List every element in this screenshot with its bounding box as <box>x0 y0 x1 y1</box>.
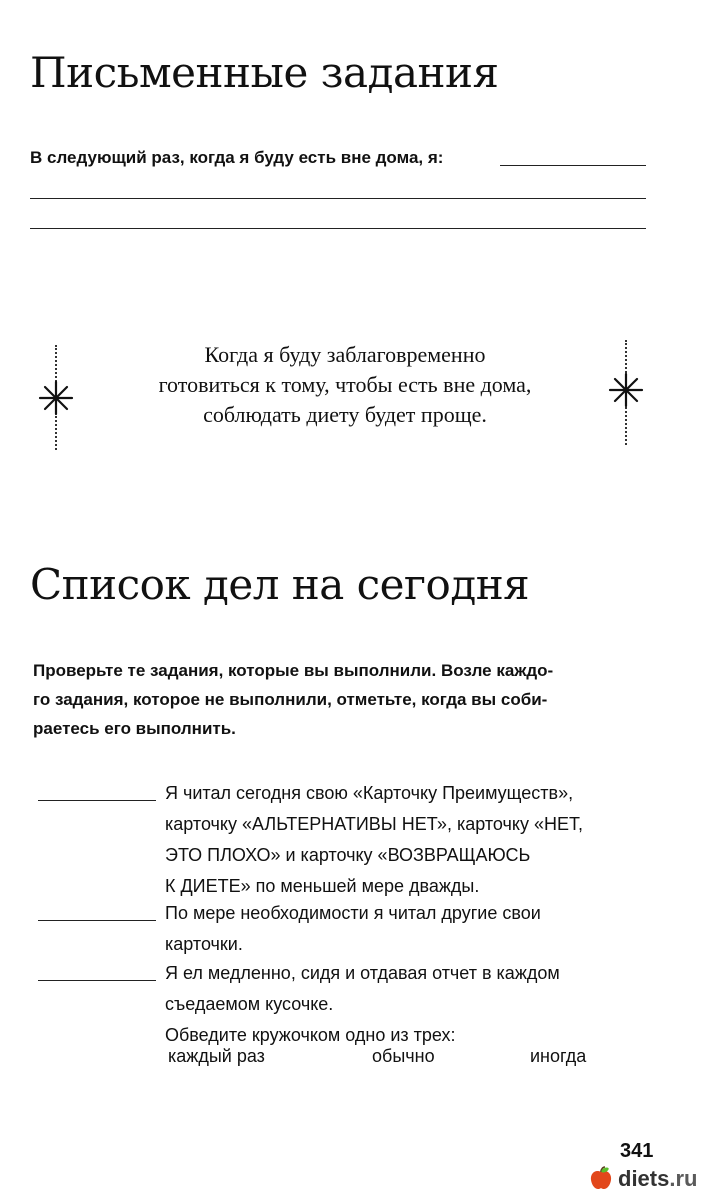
task-text-line: По мере необходимости я читал другие свои <box>165 903 541 923</box>
task-item <box>165 958 560 1051</box>
task-item <box>165 778 583 902</box>
task-text-line: К ДИЕТЕ» по меньшей мере дважды. <box>165 876 480 896</box>
task-text-line: Я читал сегодня свою «Карточку Преимуществ», <box>165 783 574 803</box>
option-every-time[interactable]: каждый раз <box>168 1046 265 1066</box>
option-sometimes[interactable]: иногда <box>530 1046 587 1066</box>
callout-line: Когда я буду заблаговременно <box>204 342 486 367</box>
task-text-line: Я ел медленно, сидя и отдавая отчет в каждом <box>165 963 560 983</box>
task-text-line: съедаемом кусочке. <box>165 994 334 1014</box>
site-logo-tld: .ru <box>669 1166 698 1191</box>
star-icon <box>36 378 76 418</box>
task-text-line: карточку «АЛЬТЕРНАТИВЫ НЕТ», карточку «НЕТ, <box>165 814 583 834</box>
page-number: 341 <box>620 1140 654 1162</box>
callout-line: готовиться к тому, чтобы есть вне дома, <box>158 372 532 397</box>
task-text-line: ЭТО ПЛОХО» и карточку «ВОЗВРАЩАЮСЬ <box>165 845 531 865</box>
prompt-eating-out: В следующий раз, когда я буду есть вне дома, я: <box>30 148 444 167</box>
star-icon <box>606 370 646 410</box>
section-title-todo-list: Список дел на сегодня <box>30 560 530 609</box>
task-checkbox-line[interactable] <box>38 980 156 981</box>
callout-line: соблюдать диету будет проще. <box>203 402 487 427</box>
instructions-line: раетесь его выполнить. <box>33 719 236 738</box>
instructions-line: го задания, которое не выполнили, отметьте, когда вы соби- <box>33 690 548 709</box>
apple-logo-icon <box>588 1166 614 1192</box>
task-text-line: карточки. <box>165 934 243 954</box>
task-checkbox-line[interactable] <box>38 920 156 921</box>
answer-line-2[interactable] <box>30 198 646 199</box>
answer-line-1[interactable] <box>500 165 646 166</box>
option-usually[interactable]: обычно <box>372 1046 435 1066</box>
section-title-written-tasks: Письменные задания <box>30 48 499 97</box>
site-logo-name: diets <box>618 1166 670 1191</box>
task-item <box>165 898 541 960</box>
instructions-line: Проверьте те задания, которые вы выполнили. Возле каждо- <box>33 661 554 680</box>
task-text-line: Обведите кружочком одно из трех: <box>165 1025 456 1045</box>
site-logo[interactable] <box>618 1166 697 1192</box>
instructions <box>33 656 553 743</box>
answer-line-3[interactable] <box>30 228 646 229</box>
callout-text <box>80 340 610 430</box>
task-checkbox-line[interactable] <box>38 800 156 801</box>
